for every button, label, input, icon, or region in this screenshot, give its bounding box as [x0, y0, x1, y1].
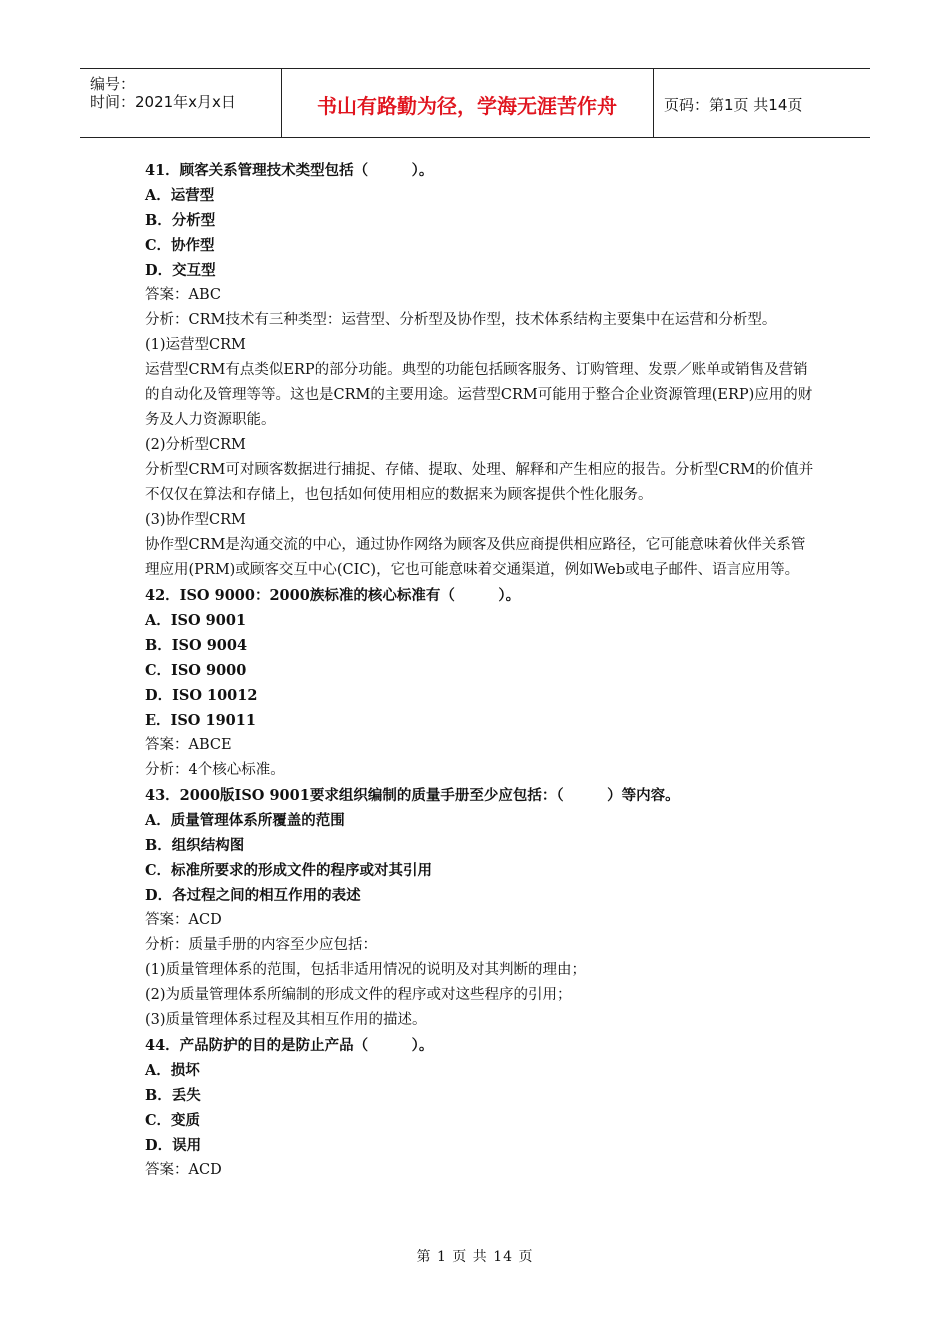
question-42: 42．ISO 9000：2000族标准的核心标准有（ ）。: [145, 587, 521, 604]
q41-analysis-heading-2: (2)分析型CRM: [145, 437, 246, 453]
q42-option-c: C．ISO 9000: [145, 662, 247, 679]
q44-answer: 答案：ACD: [145, 1162, 222, 1178]
header-motto-cell: [281, 69, 654, 137]
q41-option-d: D．交互型: [145, 262, 216, 279]
header-meta-cell: [80, 69, 282, 137]
q41-analysis-heading-1: (1)运营型CRM: [145, 337, 246, 353]
question-41: 41．顾客关系管理技术类型包括（ ）。: [145, 162, 434, 179]
doc-number-label: 编号：: [90, 75, 136, 93]
q41-answer: 答案：ABC: [145, 287, 221, 303]
q42-analysis: 分析：4个核心标准。: [145, 762, 285, 778]
header-page-cell: [654, 69, 870, 137]
q43-option-b: B．组织结构图: [145, 837, 245, 854]
q41-analysis-para-3: 协作型CRM是沟通交流的中心，通过协作网络为顾客及供应商提供相应路径，它可能意味着伙伴关系管理应用(PRM)或顾客交互中心(CIC)，它也可能意味着交通渠道，例如Web或电子邮件、语言应用等。: [145, 537, 806, 578]
q43-option-d: D．各过程之间的相互作用的表述: [145, 887, 361, 904]
q41-analysis-intro: 分析：CRM技术有三种类型：运营型、分析型及协作型，技术体系结构主要集中在运营和分析型。: [145, 312, 777, 328]
q43-analysis-item-2: (2)为质量管理体系所编制的形成文件的程序或对这些程序的引用；: [145, 987, 572, 1003]
question-43: 43．2000版ISO 9001要求组织编制的质量手册至少应包括：（ ）等内容。: [145, 787, 680, 804]
q41-option-a: A．运营型: [145, 187, 215, 204]
q41-option-c: C．协作型: [145, 237, 215, 254]
q41-analysis-para-2: 分析型CRM可对顾客数据进行捕捉、存储、提取、处理、解释和产生相应的报告。分析型CRM的价值并不仅仅在算法和存储上，也包括如何使用相应的数据来为顾客提供个性化服务。: [145, 462, 814, 503]
header-motto: 书山有路勤为径，学海无涯苦作舟: [317, 94, 617, 118]
q43-analysis-intro: 分析：质量手册的内容至少应包括：: [145, 937, 377, 953]
q43-option-c: C．标准所要求的形成文件的程序或对其引用: [145, 862, 433, 879]
q43-option-a: A．质量管理体系所覆盖的范围: [145, 812, 345, 829]
q42-option-b: B．ISO 9004: [145, 637, 248, 654]
q42-answer: 答案：ABCE: [145, 737, 232, 753]
q42-option-d: D．ISO 10012: [145, 687, 258, 704]
q44-option-c: C．变质: [145, 1112, 201, 1129]
q43-analysis-item-3: (3)质量管理体系过程及其相互作用的描述。: [145, 1012, 427, 1028]
q43-answer: 答案：ACD: [145, 912, 222, 928]
header-page-info: 页码：第1页 共14页: [664, 96, 803, 114]
q44-option-b: B．丢失: [145, 1087, 201, 1104]
q41-analysis-para-1: 运营型CRM有点类似ERP的部分功能。典型的功能包括顾客服务、订购管理、发票／账单或销售及营销的自动化及管理等等。这也是CRM的主要用途。运营型CRM可能用于整合企业资源管理(ERP)应用的财务及人力资源职能。: [145, 362, 813, 428]
doc-time-label: 时间：2021年x月x日: [90, 93, 236, 111]
q43-analysis-item-1: (1)质量管理体系的范围，包括非适用情况的说明及对其判断的理由；: [145, 962, 587, 978]
q42-option-e: E．ISO 19011: [145, 712, 256, 729]
q41-analysis-heading-3: (3)协作型CRM: [145, 512, 246, 528]
q41-option-b: B．分析型: [145, 212, 216, 229]
page-header: [80, 68, 870, 138]
q42-option-a: A．ISO 9001: [145, 612, 247, 629]
page-footer: 第 1 页 共 14 页: [416, 1249, 534, 1265]
q44-option-d: D．误用: [145, 1137, 202, 1154]
q44-option-a: A．损坏: [145, 1062, 200, 1079]
question-44: 44．产品防护的目的是防止产品（ ）。: [145, 1037, 434, 1054]
document-body: [145, 158, 815, 1183]
